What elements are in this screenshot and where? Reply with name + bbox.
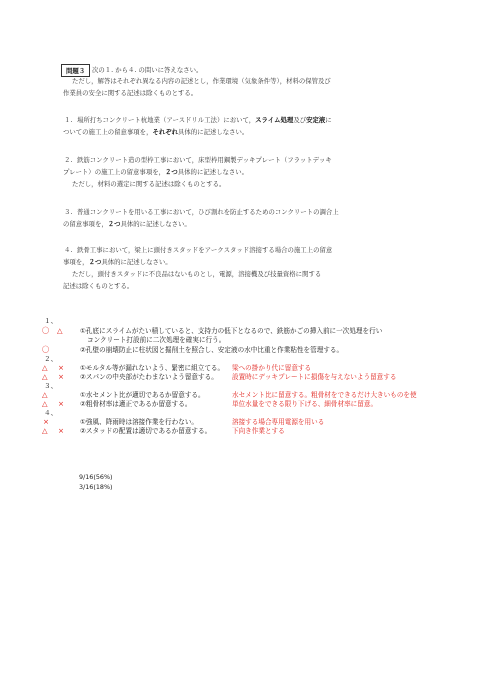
q4-text2-a: 事項を， <box>63 258 89 266</box>
correction-2-1: 梁への掛かり代に留意する <box>232 364 312 372</box>
q1-bold-each: それぞれ <box>152 128 179 136</box>
mark-triangle: △ <box>42 372 48 381</box>
problem-intro-2: ただし，解答はそれぞれ異なる内容の記述とし，作業環境（気象条件等），材料の保管及び <box>72 77 331 85</box>
mark-triangle: △ <box>42 390 48 399</box>
q1-number: １. <box>64 116 73 124</box>
correction-3-2: 単位水量をできる限り下げる、細骨材率に留意。 <box>232 400 378 408</box>
q4-line2 <box>63 258 172 266</box>
mark-cross: × <box>43 417 50 426</box>
problem-intro-3: 作業員の安全に関する記述は除くものとする。 <box>63 89 198 97</box>
q1-text2-c: 具体的に記述しなさい。 <box>178 128 249 136</box>
q1-text-a: 場所打ちコンクリート杭地業（アースドリル工法）において， <box>77 116 256 124</box>
q3-line2 <box>63 220 191 228</box>
score-2: 3/16(18%) <box>79 483 113 491</box>
q4-line4: 記述は除くものとする。 <box>63 282 134 290</box>
q2-line1: 鉄筋コンクリート造の型枠工事において，床型枠用鋼製デッキプレート（フラットデッキ <box>77 156 332 164</box>
q3-line1: 普通コンクリートを用いる工事において，ひび割れを防止するためのコンクリートの調合上 <box>77 208 339 216</box>
answer-3-1: ①水セメント比が適切であるか留意する。 <box>80 391 205 399</box>
correction-3-1: 水セメント比に留意する。粗骨材をできるだけ大きいものを使 <box>232 391 417 399</box>
mark-circle: 〇 <box>42 326 50 335</box>
q1-text-e: に <box>325 116 332 124</box>
answer-1-1: ①孔底にスライムがたい積していると、支持力の低下となるので、鉄筋かごの挿入前に一次処理を行い <box>80 327 383 335</box>
answer-2-2: ②スパンの中央部がたわまないよう留意する。 <box>80 373 218 381</box>
q1-bold-stabilizer: 安定液 <box>306 116 326 124</box>
mark-cross: × <box>58 363 65 372</box>
score-1: 9/16(56%) <box>79 473 113 481</box>
q3-text2-c: 具体的に記述しなさい。 <box>120 220 191 228</box>
mark-triangle: △ <box>57 326 63 335</box>
q4-line3: ただし，頭付きスタッドに不良品はないものとし，電源，溶接機及び技量資格に関する <box>72 270 322 278</box>
q1-line2 <box>63 128 248 136</box>
answer-section-2: ２、 <box>44 355 58 363</box>
q4-number: ４. <box>64 246 73 254</box>
answer-section-4: ４、 <box>44 409 58 417</box>
mark-cross: × <box>58 372 65 381</box>
mark-triangle: △ <box>42 399 48 408</box>
q2-text2-a: プレート）の施工上の留意事項を， <box>63 168 165 176</box>
q1-text-c: 及び <box>293 116 307 124</box>
q4-bold-two: ２つ <box>88 258 102 266</box>
mark-cross: × <box>58 399 65 408</box>
answer-2-1: ①モルタル等が漏れないよう、緊密に組立てる。 <box>80 364 225 372</box>
correction-4-2: 下向き作業とする <box>232 427 285 435</box>
problem-intro-1: 次の１. から４. の問いに答えなさい。 <box>92 66 203 74</box>
answer-4-1: ①強風、降雨時は溶接作業を行わない。 <box>80 418 199 426</box>
mark-cross: × <box>58 426 65 435</box>
answer-3-2: ②粗骨材率は適正であるか留意する。 <box>80 400 192 408</box>
mark-circle: 〇 <box>42 345 50 354</box>
q4-line1: 鉄骨工事において，梁上に頭付きスタッドをアークスタッド溶接する場合の施工上の留意 <box>77 246 333 254</box>
q3-number: ３. <box>64 208 73 216</box>
problem-label: 問題３ <box>61 64 90 77</box>
correction-4-1: 溶接する場合専用電源を用いる <box>232 418 325 426</box>
answer-section-1: １、 <box>44 317 58 325</box>
q4-text2-c: 具体的に記述しなさい。 <box>101 258 172 266</box>
answer-4-2: ②スタッドの配置は適切であるか留意する。 <box>80 427 212 435</box>
answer-1-1-cont: コンクリート打設前に二次処理を確実に行う。 <box>87 336 226 344</box>
answer-section-3: ３、 <box>44 382 58 390</box>
answer-1-2: ②孔壁の崩壊防止に柱状図と掘削土を照合し、安定液の水中比重と作業粘性を管理する。 <box>80 346 344 354</box>
q3-text2-a: の留意事項を， <box>63 220 108 228</box>
q1-line1 <box>77 116 332 124</box>
q3-bold-two: ２つ <box>107 220 121 228</box>
q2-text2-c: 具体的に記述しなさい。 <box>177 168 249 176</box>
correction-2-2: 設置時にデッキプレートに損傷を与えないよう留意する <box>232 373 397 381</box>
q2-number: ２. <box>64 156 73 164</box>
mark-triangle: △ <box>42 363 48 372</box>
q1-text2-a: ついての施工上の留意事項を， <box>63 128 153 136</box>
q1-bold-slime: スライム処理 <box>255 116 294 124</box>
q2-line3: ただし，材料の選定に関する記述は除くものとする。 <box>72 180 226 188</box>
q2-line2 <box>63 168 248 176</box>
mark-triangle: △ <box>42 426 48 435</box>
q2-bold-two: ２つ <box>165 168 178 176</box>
